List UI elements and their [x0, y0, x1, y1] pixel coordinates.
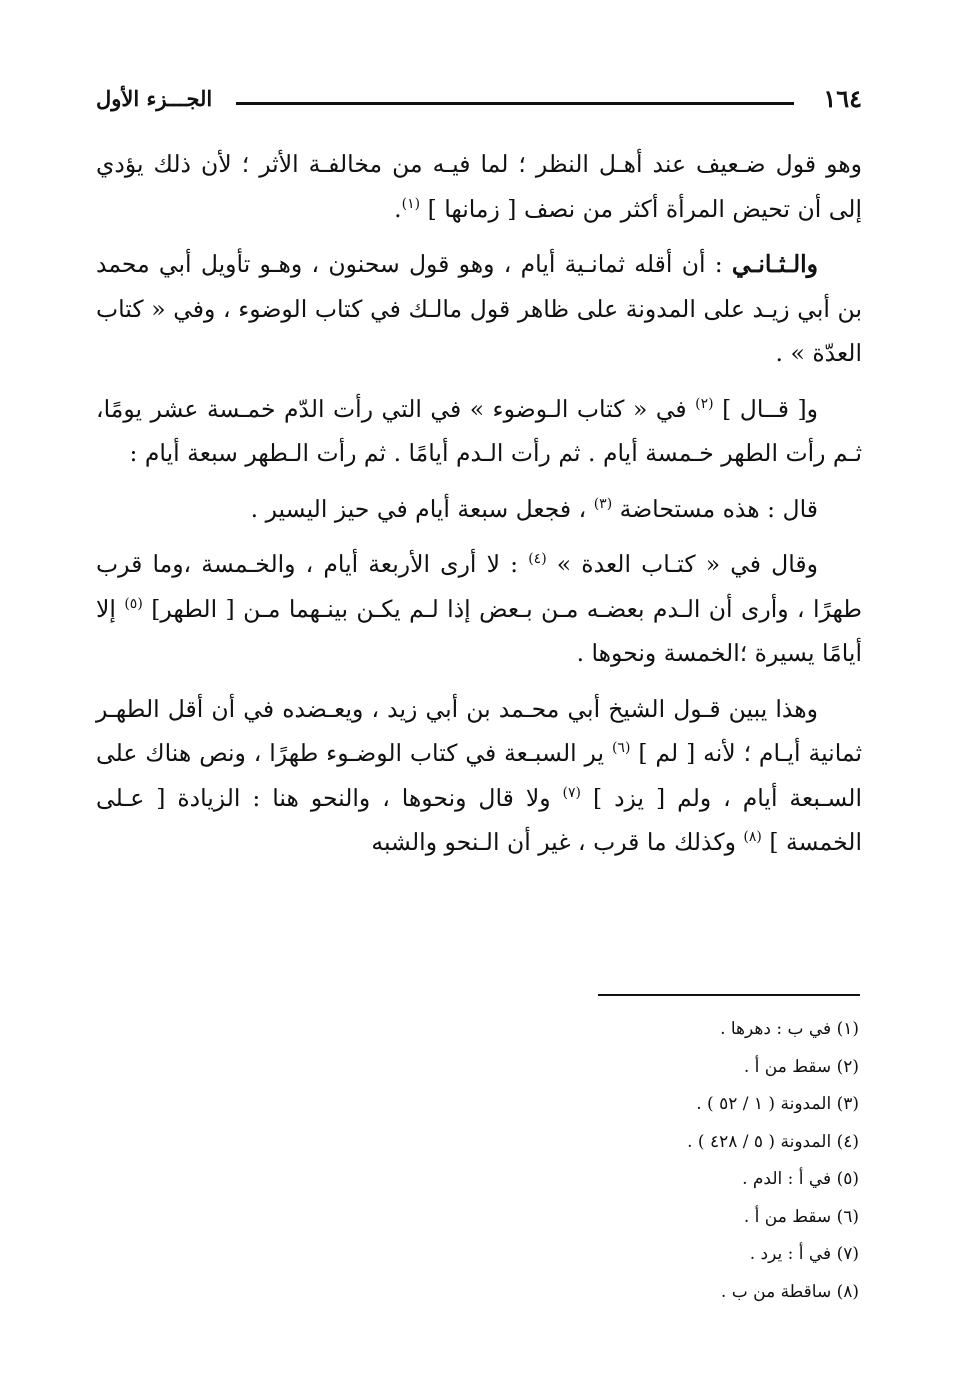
paragraph-text: ولا قال ونحوها ، والنحو هنا : الزيادة [ عـلى الخمسة ] [96, 783, 862, 856]
paragraph-text: : أن أقله ثمانـية أيام ، وهو قول سحنون ، وهـو تأويل أبي محمد بن أبي زيـد على المدونة على ظاهر قول مالـك في كتاب الوضوء ، وفي « كتاب العدّة » . [96, 250, 862, 367]
paragraph-text: . [394, 194, 402, 223]
paragraph-text: : لا أرى الأربعة أيام ، والخـمسة ،وما قرب طهرًا ، وأرى أن الـدم بعضـه مـن بـعض إذا لـم يكـن بينـهما مـن [ الطهر] [96, 550, 862, 623]
footnote-separator [598, 994, 860, 996]
footnote: (١) في ب : دهرها . [720, 1019, 859, 1039]
footnote: (٥) في أ : الدم . [742, 1169, 859, 1189]
footnote-marker: (٦) [611, 740, 631, 757]
paragraph-text: ، فجعل سبعة أيام في حيز اليسير . [250, 494, 594, 523]
paragraph-text: في « كتاب الـوضوء » في التي رأت الدّم خمـسة عشر يومًا، ثـم رأت الطهر خـمسة أيام . ثم رأت الـدم أيامًا . ثم رأت الـطهر سبعة أيام : [96, 394, 862, 467]
footnote: (٢) سقط من أ . [743, 1056, 859, 1077]
footnote: (٧) في أ : يرد . [749, 1244, 859, 1264]
main-text [96, 142, 862, 865]
footnotes-list [359, 1011, 859, 1311]
paragraph-text: قال : هذه مستحاضة [612, 494, 818, 523]
footnote-marker: (٨) [743, 829, 762, 846]
paragraph [96, 687, 862, 865]
paragraph-text: ير السبـعة في كتاب الوضـوء طهرًا ، ونص هناك على السـبعة أيام ، ولم [ يزد ] [96, 739, 862, 812]
paragraph [96, 487, 862, 532]
paragraph-text: وقال في « كتـاب العدة » [546, 550, 818, 578]
page-header [96, 84, 862, 120]
running-title: الجـــزء الأول [96, 86, 213, 111]
paragraph-text: وهذا يبين قـول الشيخ أبي محـمد بن أبي زيد ، ويعـضده في أن أقل الطهـر ثمانية أيـام ؛ لأنه [ لم ] [96, 694, 863, 767]
paragraph-text: وهو قول ضـعيف عند أهـل النظر ؛ لما فيـه من مخالفـة الأثر ؛ لأن ذلك يؤدي إلى أن تحيض المرأة أكثر من نصف [ زمانها ] [96, 150, 862, 223]
page-number: ١٦٤ [823, 84, 862, 113]
footnote-marker: (٧) [562, 784, 582, 801]
footnote-marker: (٣) [593, 495, 613, 512]
footnote-marker: (١) [401, 195, 421, 212]
highlighted-term: والـثـانـي [731, 250, 818, 278]
paragraph [96, 242, 862, 376]
paragraph-text: و[ قــال ] [713, 394, 818, 423]
footnote: (٦) سقط من أ . [743, 1206, 859, 1227]
paragraph [96, 387, 862, 476]
paragraph [96, 542, 862, 676]
paragraph-text: وكذلك ما قرب ، غير أن الـنحو والشبه [371, 828, 744, 856]
footnote: (٨) ساقطة من ب . [720, 1281, 859, 1302]
footnote: (٤) المدونة ( ٥ / ٤٢٨ ) . [687, 1131, 859, 1152]
paragraph-text: إلا أيامًا يسيرة ؛الخمسة ونحوها . [96, 594, 862, 667]
footnote-marker: (٤) [528, 551, 547, 568]
footnote-marker: (٥) [124, 595, 143, 612]
footnote-marker: (٢) [695, 395, 714, 412]
paragraph [96, 142, 862, 231]
footnote: (٣) المدونة ( ١ / ٥٢ ) . [696, 1094, 859, 1114]
header-rule [236, 102, 794, 105]
